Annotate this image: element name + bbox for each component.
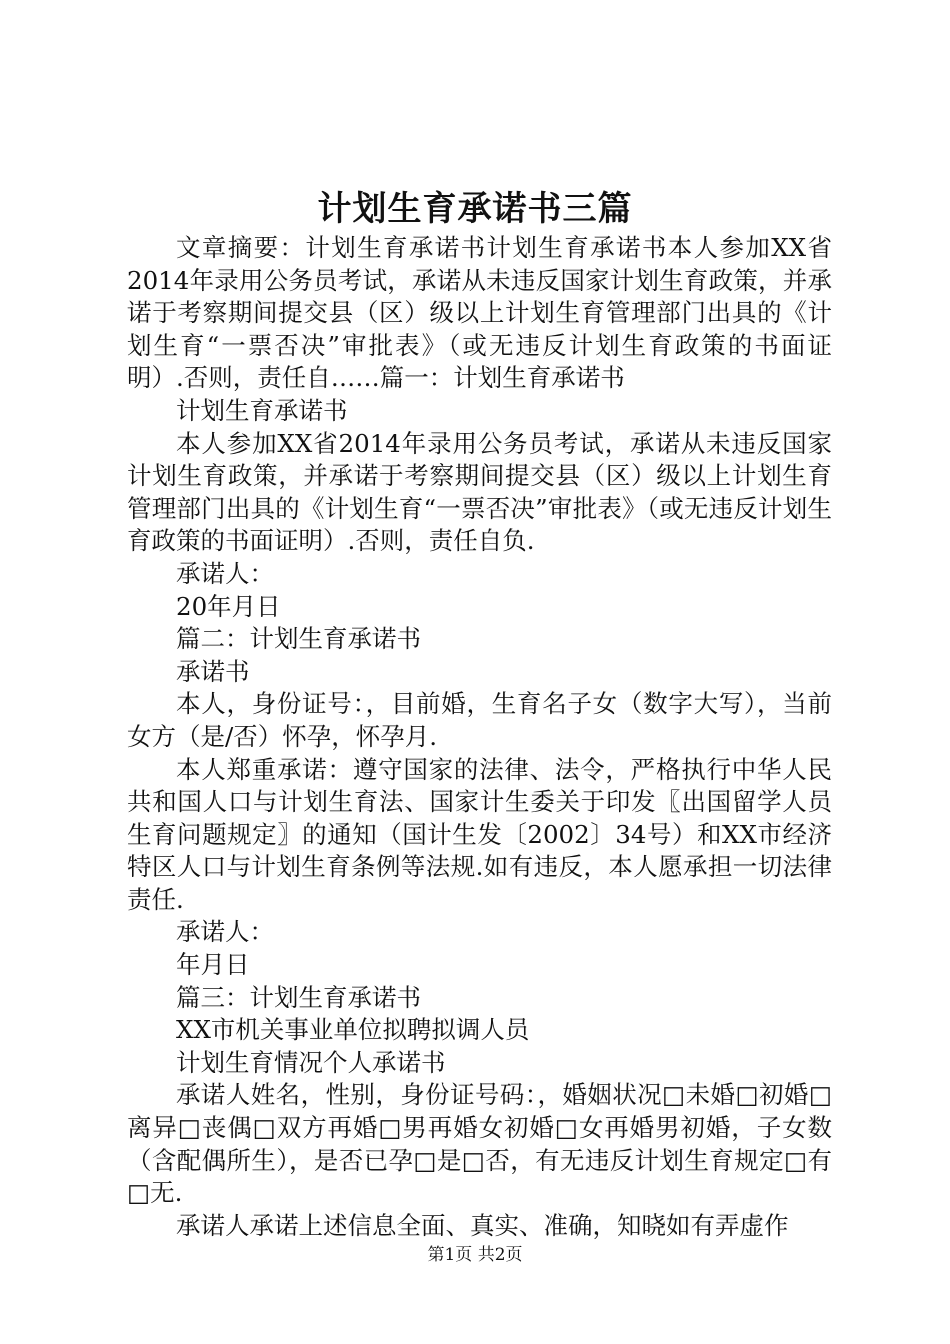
paragraph: 本人郑重承诺：遵守国家的法律、法令，严格执行中华人民共和国人口与计划生育法、国家计生委关于印发〖出国留学人员生育问题规定〗的通知（国计生发〔2002〕34号）和XX市经济特区人口与计划生育条例等法规.如有违反，本人愿承担一切法律责任.	[127, 754, 832, 914]
paragraph-heading: 承诺书	[176, 656, 250, 686]
page-number-footer: 第1页 共2页	[427, 1245, 523, 1265]
document-body	[127, 232, 832, 1242]
section-heading: 篇三：计划生育承诺书	[176, 982, 421, 1012]
paragraph: 本人参加XX省2014年录用公务员考试，承诺从未违反国家计划生育政策，并承诺于考察期间提交县（区）级以上计划生育管理部门出具的《计划生育“一票否决”审批表》（或无违反计划生育政策的书面证明）.否则，责任自负.	[127, 428, 832, 556]
paragraph: 承诺人姓名，性别，身份证号码：，婚姻状况□未婚□初婚□离异□丧偶□双方再婚□男再婚女初婚□女再婚男初婚，子女数（含配偶所生），是否已孕□是□否，有无违反计划生育规定□有□无.	[127, 1080, 832, 1208]
paragraph-abstract: 文章摘要：计划生育承诺书计划生育承诺书本人参加XX省2014年录用公务员考试，承诺从未违反国家计划生育政策，并承诺于考察期间提交县（区）级以上计划生育管理部门出具的《计划生育“一票否决”审批表》（或无违反计划生育政策的书面证明）.否则，责任自……篇一：计划生育承诺书	[127, 233, 832, 393]
signature-label: 承诺人：	[176, 917, 274, 947]
section-heading: 篇二：计划生育承诺书	[176, 624, 421, 654]
paragraph-heading: 计划生育情况个人承诺书	[176, 1047, 446, 1077]
paragraph-heading: XX市机关事业单位拟聘拟调人员	[176, 1015, 530, 1045]
paragraph: 承诺人承诺上述信息全面、真实、准确，知晓如有弄虚作	[176, 1210, 789, 1240]
paragraph: 本人，身份证号：，目前婚，生育名子女（数字大写），当前女方（是/否）怀孕，怀孕月.	[127, 689, 832, 751]
date-line: 20年月日	[176, 591, 281, 621]
date-line: 年月日	[176, 950, 250, 980]
paragraph-heading: 计划生育承诺书	[176, 395, 348, 425]
signature-label: 承诺人：	[176, 558, 274, 588]
document-title: 计划生育承诺书三篇	[317, 189, 633, 229]
